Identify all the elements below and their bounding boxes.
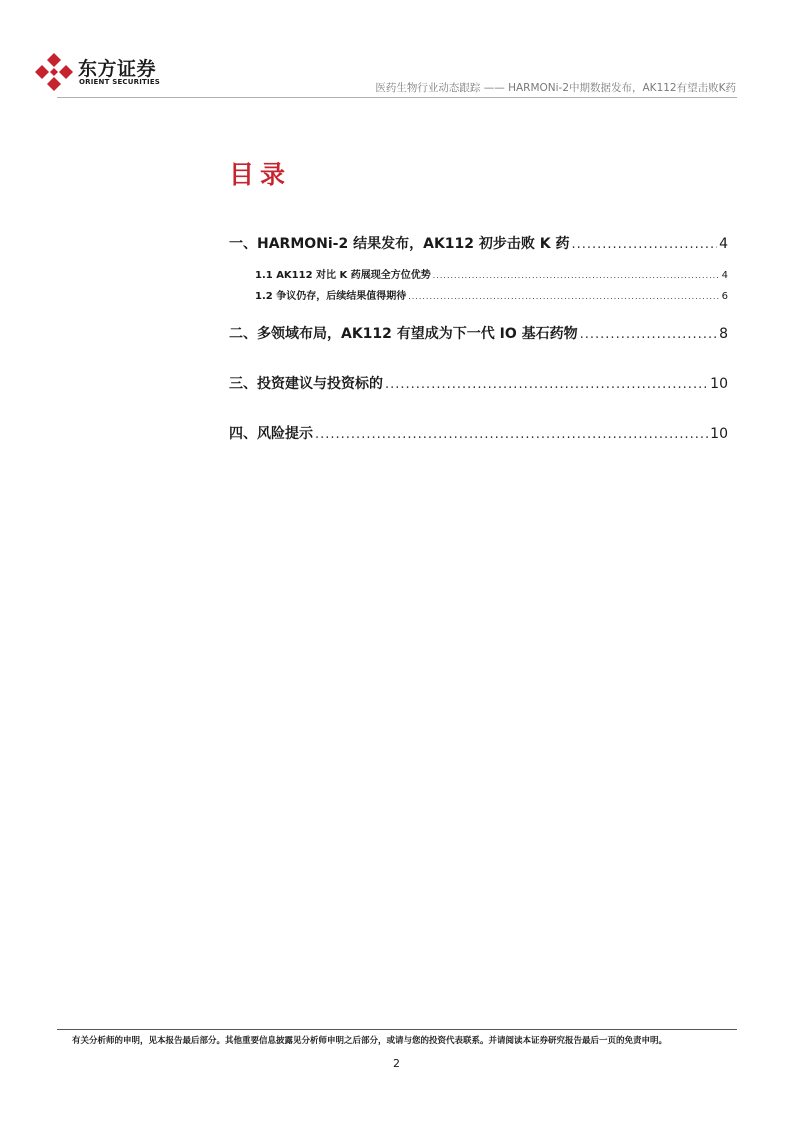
toc-entry-page: 8 <box>719 326 728 342</box>
toc-dot-leader <box>385 377 708 392</box>
toc-entry-label: 三、投资建议与投资标的 <box>229 376 383 392</box>
toc-entry-label: 1.1 AK112 对比 K 药展现全方位优势 <box>255 270 431 281</box>
toc-entry-page: 4 <box>719 236 728 252</box>
page-number: 2 <box>393 1057 400 1070</box>
toc-entry-section-1-1[interactable] <box>255 266 728 281</box>
orient-diamond-logo-icon <box>34 52 74 92</box>
page-header <box>0 0 793 100</box>
toc-entry-label: 1.2 争议仍存，后续结果值得期待 <box>255 291 407 302</box>
toc-dot-leader <box>433 271 720 280</box>
toc-entry-section-1-2[interactable] <box>255 287 728 302</box>
toc-entry-page: 6 <box>721 291 728 302</box>
header-divider <box>57 97 737 98</box>
toc-entry-label: 一、HARMONi-2 结果发布，AK112 初步击败 K 药 <box>229 236 570 252</box>
toc-entry-page: 10 <box>710 376 728 392</box>
toc-entry-page: 10 <box>710 426 728 442</box>
logo-english-text: ORIENT SECURITIES <box>79 78 161 86</box>
toc-entry-section-2[interactable] <box>229 323 728 343</box>
toc-dot-leader <box>580 327 717 342</box>
report-running-title: 医药生物行业动态跟踪 —— HARMONi-2中期数据发布，AK112有望击败K药 <box>375 82 736 94</box>
toc-entry-page: 4 <box>721 270 728 281</box>
orient-securities-logo <box>34 52 174 92</box>
toc-dot-leader <box>408 292 719 301</box>
analyst-disclaimer-note: 有关分析师的申明，见本报告最后部分。其他重要信息披露见分析师申明之后部分，或请与您的投资代表联系。并请阅读本证券研究报告最后一页的免责申明。 <box>72 1036 668 1046</box>
toc-entry-label: 二、多领域布局，AK112 有望成为下一代 IO 基石药物 <box>229 326 578 342</box>
toc-entry-label: 四、风险提示 <box>229 426 313 442</box>
toc-dot-leader <box>571 237 717 252</box>
toc-entry-section-4[interactable] <box>229 423 728 443</box>
toc-dot-leader <box>315 427 708 442</box>
toc-heading: 目录 <box>229 160 292 189</box>
footer-divider <box>57 1029 737 1030</box>
toc-entry-section-1[interactable] <box>229 233 728 253</box>
toc-entry-section-3[interactable] <box>229 373 728 393</box>
logo-chinese-text: 东方证券 <box>78 58 157 80</box>
